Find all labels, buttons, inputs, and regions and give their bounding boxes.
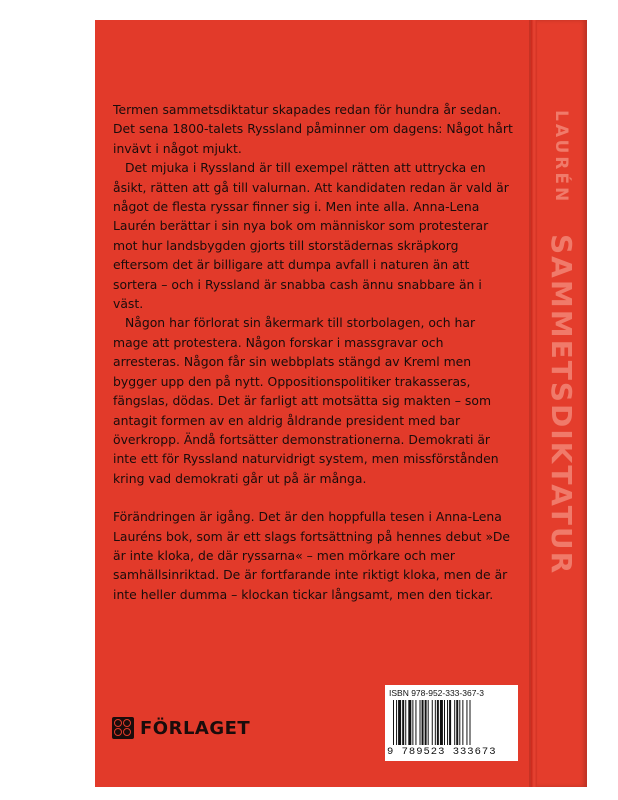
blurb-paragraph: Det mjuka i Ryssland är till exempel rätten att uttrycka en åsikt, rätten att gå till valurnan. Att kandidaten redan är vald är något de flesta ryssar finner sig i. Men inte alla. Anna-Lena Laurén berättar i sin nya bok om människor som protesterar mot hur landsbygden gjorts till storstädernas skräpkorg eftersom det är billigare att dumpa avfall i naturen än att sortera – och i Ryssland är snabba cash ännu snabbare än i väst. xyxy=(113,160,509,312)
book-spine xyxy=(537,20,587,787)
publisher-mark-icon xyxy=(112,717,134,739)
barcode-bars-icon xyxy=(393,700,511,745)
spine-author: LAURÉN xyxy=(551,110,571,205)
blurb-paragraph: Någon har förlorat sin åkermark till storbolagen, och har mage att protestera. Någon forskar i massgravar och arresteras. Någon får sin webbplats stängd av Kreml men bygger upp den på nytt. Oppositionspolitiker trakasseras, fängslas, dödas. Det är farligt att motsätta sig makten – som antagit formen av en aldrig åldrande president med bar överkropp. Ändå fortsätter demonstrationerna. Demokrati är inte ett för Ryssland naturvidrigt system, men missförstånden kring vad demokrati går ut på är många. xyxy=(113,315,499,486)
publisher-logo xyxy=(112,717,250,739)
isbn-barcode xyxy=(385,685,518,761)
blurb-text xyxy=(113,100,513,604)
back-cover xyxy=(95,20,531,787)
barcode-digits: 9 789523 333673 xyxy=(387,746,497,758)
blurb-paragraph: Förändringen är igång. Det är den hoppfulla tesen i Anna-Lena Lauréns bok, som är ett slags fortsättning på hennes debut »De är inte kloka, de där ryssarna« – men mörkare och mer samhällsinriktad. De är fortfarande inte riktigt kloka, men de är inte heller dumma – klockan tickar långsamt, men den tickar. xyxy=(113,509,510,602)
isbn-label: ISBN 978-952-333-367-3 xyxy=(389,688,484,698)
blurb-paragraph: Termen sammetsdiktatur skapades redan för hundra år sedan. Det sena 1800-talets Ryssland påminner om dagens: Något hårt invävt i något mjukt. xyxy=(113,102,513,156)
book xyxy=(95,20,587,787)
publisher-name: FÖRLAGET xyxy=(140,717,251,739)
spine-title: SAMMETSDIKTATUR xyxy=(545,234,578,576)
